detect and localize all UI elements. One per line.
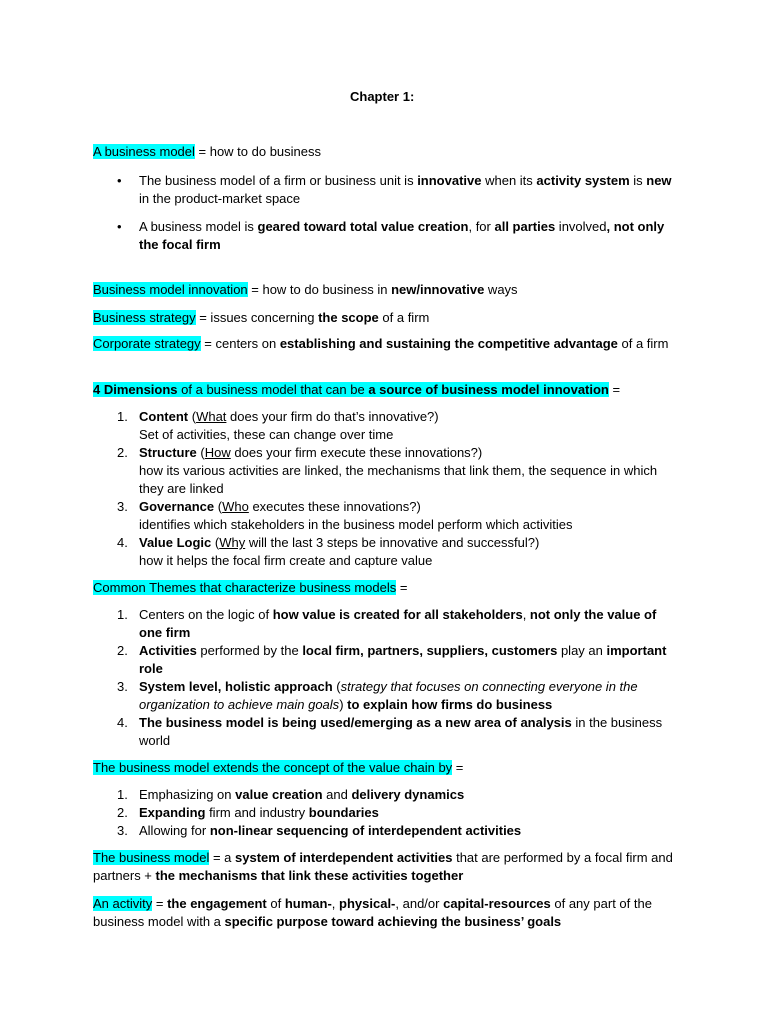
value-chain-heading: The business model extends the concept of the value chain by = (93, 760, 464, 775)
list-item: 3. Allowing for non-linear sequencing of interdependent activities (117, 823, 522, 838)
highlighted-term: The business model extends the concept of the value chain by (93, 760, 453, 775)
list-item: 2. Structure (How does your firm execute these innovations?) how its various activities are linked, the mechanisms that link them, the sequence in which they are linked (117, 445, 658, 496)
highlighted-term: The business model (93, 850, 210, 865)
highlighted-term: Corporate strategy (93, 336, 201, 351)
chapter-title: Chapter 1: (350, 89, 415, 104)
list-item: 3. Governance (Who executes these innovations?) identifies which stakeholders in the business model perform which activities (117, 499, 573, 532)
list-item: 1. Content (What does your firm do that’s innovative?) Set of activities, these can change over time (117, 409, 439, 442)
common-themes-list (93, 606, 673, 750)
list-item: • The business model of a firm or business unit is innovative when its activity system is new in the product-market space (117, 173, 672, 206)
highlighted-term: Common Themes that characterize business models (93, 580, 397, 595)
dimensions-list (93, 408, 673, 570)
list-item: 3. System level, holistic approach (strategy that focuses on connecting everyone in the organization to achieve main goals) to explain how firms do business (117, 679, 638, 712)
definition-text: = how to do business (194, 144, 322, 159)
business-model-definition (93, 143, 673, 161)
highlighted-term: Business model innovation (93, 282, 248, 297)
list-item: 2. Activities performed by the local firm, partners, suppliers, customers play an important role (117, 643, 667, 676)
list-item: • A business model is geared toward total value creation, for all parties involved, not only the focal firm (117, 219, 665, 252)
list-item: 2. Expanding firm and industry boundaries (117, 805, 379, 820)
list-item: 4. The business model is being used/emerging as a new area of analysis in the business world (117, 715, 663, 748)
list-item: 1. Centers on the logic of how value is created for all stakeholders, not only the value of one firm (117, 607, 657, 640)
activity-definition: An activity = the engagement of human-, physical-, and/or capital-resources of any part of the business model with a specific purpose toward achieving the business’ goals (93, 896, 652, 929)
value-chain-list (93, 786, 673, 840)
bullet-icon: • (117, 219, 122, 234)
list-item: 1. Emphasizing on value creation and delivery dynamics (117, 787, 465, 802)
dimensions-heading: 4 Dimensions of a business model that can be a source of business model innovation = (93, 382, 621, 397)
highlighted-term: A business model (93, 144, 195, 159)
business-model-system-definition: The business model = a system of interdependent activities that are performed by a focal firm and partners + the mechanisms that link these activities together (93, 850, 673, 883)
common-themes-heading: Common Themes that characterize business models = (93, 580, 408, 595)
highlighted-term: Business strategy (93, 310, 196, 325)
business-strategy-definition: Business strategy = issues concerning the scope of a firm (93, 310, 430, 325)
business-model-innovation-definition: Business model innovation = how to do business in new/innovative ways (93, 282, 518, 297)
bullet-icon: • (117, 173, 122, 188)
corporate-strategy-definition: Corporate strategy = centers on establishing and sustaining the competitive advantage of a firm (93, 336, 669, 351)
list-item: 4. Value Logic (Why will the last 3 steps be innovative and successful?) how it helps the focal firm create and capture value (117, 535, 540, 568)
highlighted-term: An activity (93, 896, 153, 911)
business-model-bullets (93, 172, 673, 264)
